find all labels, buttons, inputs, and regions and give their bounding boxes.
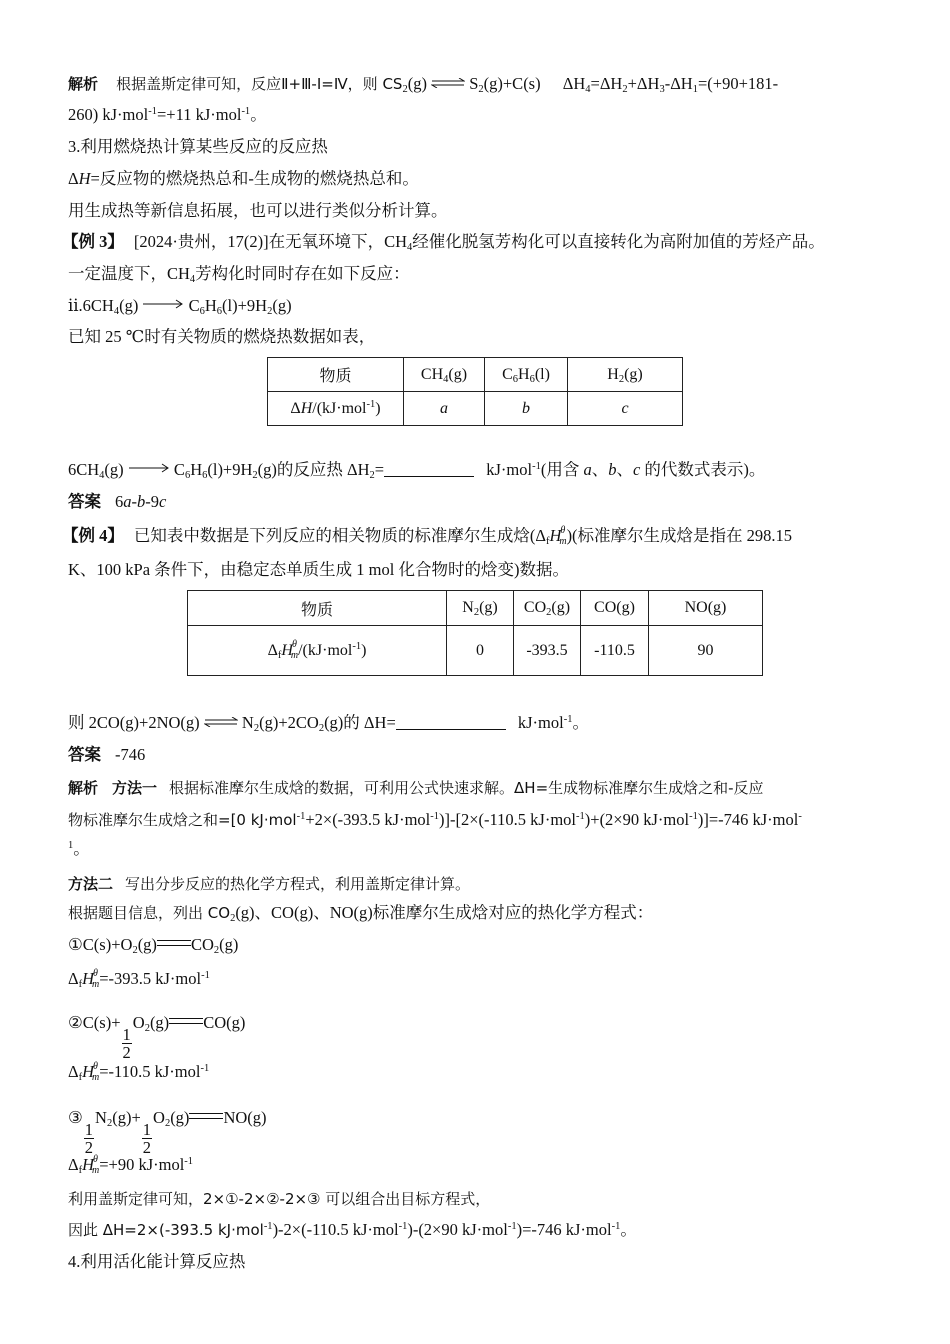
section-4-heading: 4.利用活化能计算反应热 (68, 1252, 246, 1271)
equation-1: $①C(s)+O_2(g)$ $CO_2(g)$ (68, 935, 239, 956)
question-4-line: 则 2CO(g)+2NO(g) $N_2(g)+2CO_2(g)$的 ΔH= kJ·mol$^{-1}$。 (68, 713, 589, 734)
reversible-arrow-icon (431, 78, 465, 88)
example-3-line: 【例 3】 [2024·贵州，17(2)]在无氧环境下，$CH_4$经催化脱氢芳构化可以直接转化为高附加值的芳烃产品。 (62, 232, 825, 253)
equals-sign-icon (169, 1018, 203, 1026)
label-analysis: 解析 (68, 75, 99, 93)
line-18: $^1$。 (68, 839, 90, 858)
reaction-ii: $ⅱ.6CH_4(g)$ $C_6H_6(l)+9H_2(g)$ (68, 296, 292, 317)
line-2: 260) kJ·mol$^{-1}$=+11 kJ·mol$^{-1}$。 (68, 105, 267, 124)
equals-sign-icon (157, 940, 191, 948)
line-20: 根据题目信息，列出 $CO_2(g)$、CO(g)、NO(g)标准摩尔生成焓对应的热化学方程式： (68, 903, 654, 924)
method-2-line: 方法二 写出分步反应的热化学方程式，利用盖斯定律计算。 (68, 875, 471, 893)
fraction-half: $\frac{1}{2}$ (142, 1120, 152, 1157)
fraction-half: $\frac{1}{2}$ (84, 1120, 94, 1157)
line-28: 因此 ΔH=2×(-393.5 kJ·mol$^{-1}$)-2×(-110.5 kJ·mol$^{-1}$)-(2×90 kJ·mol$^{-1}$)=-746 kJ·mol$^{-1}$。 (68, 1220, 637, 1239)
answer-blank-4[interactable] (396, 713, 506, 730)
line-1: 解析 根据盖斯定律可知，反应Ⅱ+Ⅲ-Ⅰ=Ⅳ，则 $CS_2(g)$ $S_2(g)+C(s)$ $\Delta H_4=\Delta H_2+\Delta H_3-\Delta H_1=(+90+181-$ (68, 74, 779, 95)
enthalpy-1: $\Delta_fH^\theta_m=-393.5$ kJ·mol$^{-1}$ (68, 968, 210, 990)
arrow-icon (142, 299, 184, 309)
line-27: 利用盖斯定律可知，2×①-2×②-2×③ 可以组合出目标方程式， (68, 1190, 491, 1208)
equals-sign-icon (189, 1113, 223, 1121)
equation-2: ②C(s)+ $\frac{1}{2}$ $O_2(g)$ CO(g) (68, 1013, 246, 1062)
answer-blank[interactable] (384, 460, 474, 477)
line-13: K、100 kPa 条件下，由稳定态单质生成 1 mol 化合物时的焓变)数据。 (68, 560, 569, 579)
line-9: 已知 25 ℃时有关物质的燃烧热数据如表， (68, 327, 376, 346)
line-5: 用生成热等新信息拓展，也可以进行类似分析计算。 (68, 201, 448, 220)
combustion-heat-table: 物质 $CH_4(g)$ $C_6H_6(l)$ $H_2(g)$ ΔH/(kJ·mol$^{-1}$) a b c (267, 357, 683, 426)
example-4-line: 【例 4】 已知表中数据是下列反应的相关物质的标准摩尔生成焓$(\Delta_fH^\theta_m)$(标准摩尔生成焓是指在 298.15 (62, 525, 793, 547)
line-7: 一定温度下，$CH_4$芳构化时同时存在如下反应： (68, 264, 410, 285)
line-4: ΔH=反应物的燃烧热总和-生成物的燃烧热总和。 (68, 169, 419, 188)
section-3-heading: 3.利用燃烧热计算某些反应的反应热 (68, 137, 328, 156)
example-3-label: 【例 3】 (62, 232, 124, 251)
example-4-label: 【例 4】 (62, 526, 124, 545)
analysis-method-1: 解析 方法一 根据标准摩尔生成焓的数据，可利用公式快速求解。ΔH=生成物标准摩尔生成焓之和-反应 (68, 779, 764, 797)
reversible-arrow-icon (204, 717, 238, 727)
enthalpy-table: 物质 $N_2(g)$ $CO_2(g)$ CO(g) NO(g) $\Delta_fH^\theta_m/(kJ\cdot mol^{-1})$ 0 -393.5 -110.5 90 (187, 590, 763, 676)
fraction-half: $\frac{1}{2}$ (122, 1025, 131, 1062)
line-17: 物标准摩尔生成焓之和=[0 kJ·mol$^{-1}$+2×(-393.5 kJ·mol$^{-1}$)]-[2×(-110.5 kJ·mol$^{-1}$)+(2×90 kJ·mol$^{-1}$)]=-746 kJ·mol- (68, 810, 802, 829)
answer-4: 答案 -746 (68, 745, 146, 764)
enthalpy-3: $\Delta_fH^\theta_m=+90$ kJ·mol$^{-1}$ (68, 1154, 194, 1176)
equation-3: ③ $\frac{1}{2}$ $N_2(g)+$ $\frac{1}{2}$ $O_2(g)$ NO(g) (68, 1108, 267, 1157)
answer-3: 答案 6a-b-9c (68, 492, 167, 511)
enthalpy-2: $\Delta_fH^\theta_m=-110.5$ kJ·mol$^{-1}$ (68, 1061, 210, 1083)
arrow-icon (128, 463, 170, 473)
answer-label: 答案 (68, 492, 101, 511)
question-line: $6CH_4(g)$ $C_6H_6(l)+9H_2(g)$的反应热 $\Delta H_2= kJ\cdot mol^{-1}$(用含 a、b、c 的代数式表示)。 (68, 460, 766, 481)
